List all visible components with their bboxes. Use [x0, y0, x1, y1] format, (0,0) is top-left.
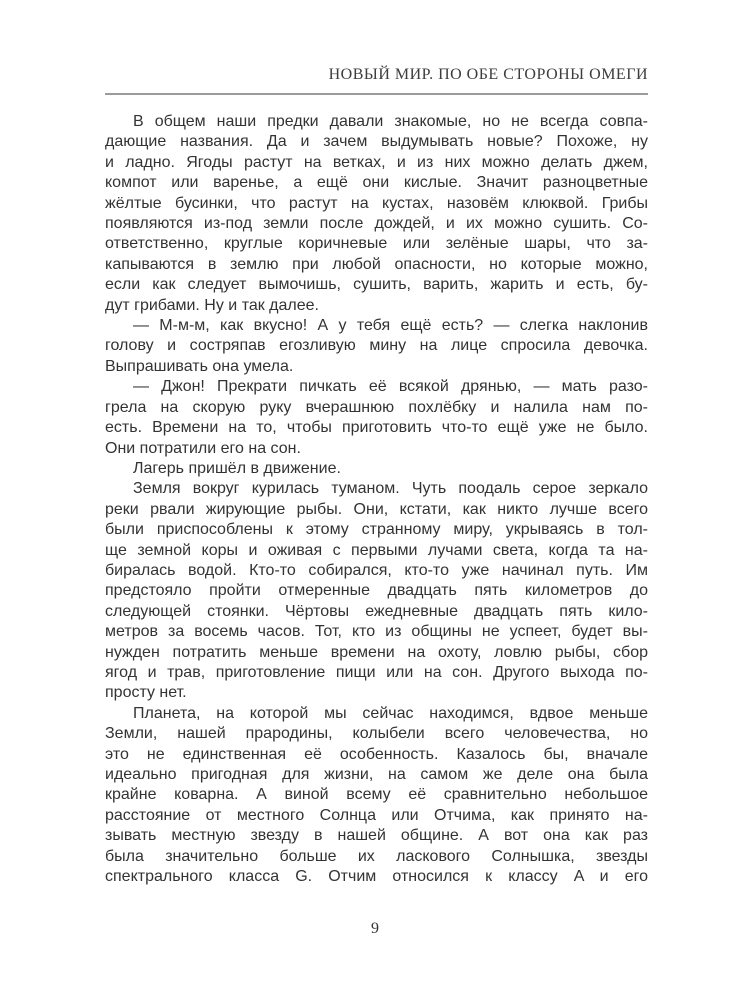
text-line: Земля вокруг курилась туманом. Чуть поодаль серое зеркало [133, 480, 648, 498]
text-line: дающие названия. Да и зачем выдумывать новые? Похоже, ну [105, 133, 648, 151]
text-line: были приспособлены к этому странному миру, укрываясь в тол- [105, 521, 648, 539]
page-body-text [105, 112, 648, 887]
text-line: грела на скорую руку вчерашнюю похлёбку и налила нам по- [105, 398, 648, 416]
header-rule [105, 93, 648, 95]
text-line: ягод и трав, приготовление пищи или на сон. Другого выхода по- [105, 663, 648, 681]
text-line: Они потратили его на сон. [105, 439, 301, 457]
text-line: Планета, на которой мы сейчас находимся, вдвое меньше [133, 704, 648, 722]
text-line: жёлтые бусинки, что растут на кустах, назовём клюквой. Грибы [105, 194, 648, 212]
text-line: это не единственная её особенность. Казалось бы, вначале [105, 745, 648, 763]
text-line: есть. Времени на то, чтобы приготовить что-то ещё уже не было. [105, 419, 648, 437]
text-line: предстояло пройти отмеренные двадцать пять километров до [105, 582, 648, 600]
text-line: — М-м-м, как вкусно! А у тебя ещё есть? — слегка наклонив [133, 317, 648, 335]
text-line: метров за восемь часов. Тот, кто из общины не успеет, будет вы- [105, 623, 648, 641]
text-line: ответственно, круглые коричневые или зелёные шары, что за- [105, 235, 648, 253]
text-line: биралась водой. Кто-то собирался, кто-то уже начинал путь. Им [105, 561, 648, 579]
text-line: зывать местную звезду в нашей общине. А вот она как раз [105, 827, 648, 845]
text-line: ще земной коры и оживая с первыми лучами света, когда та на- [105, 541, 648, 559]
text-line: появляются из-под земли после дождей, и их можно сушить. Со- [105, 215, 648, 233]
text-line: просту нет. [105, 684, 187, 702]
text-line: если как следует вымочишь, сушить, варить, жарить и есть, бу- [105, 276, 648, 294]
text-line: — Джон! Прекрати пичкать её всякой дрянью, — мать разо- [133, 378, 648, 396]
text-line: капываются в землю при любой опасности, но которые можно, [105, 255, 648, 273]
text-line: идеально пригодная для жизни, на самом же деле она была [105, 766, 648, 783]
text-line: нужден потратить меньше времени на охоту, ловлю рыбы, сбор [105, 643, 648, 661]
text-line: Лагерь пришёл в движение. [133, 459, 341, 477]
text-line: следующей стоянки. Чёртовы ежедневные двадцать пять кило- [105, 602, 648, 620]
text-line: Земли, нашей прародины, колыбели всего человечества, но [105, 725, 648, 743]
text-line: расстояние от местного Солнца или Отчима, как принято на- [105, 806, 648, 824]
text-line: спектрального класса G. Отчим относился к классу A и его [105, 868, 648, 886]
text-line: В общем наши предки давали знакомые, но не всегда совпа- [133, 113, 648, 130]
text-line: компот или варенье, а ещё они кислые. Значит разноцветные [105, 174, 648, 192]
text-line: Выпрашивать она умела. [105, 357, 294, 375]
text-line: была значительно больше их ласкового Солнышка, звезды [105, 847, 648, 865]
text-line: реки рвали жирующие рыбы. Они, кстати, как никто лучше всего [105, 500, 648, 518]
text-line: и ладно. Ягоды растут на ветках, и из них можно делать джем, [105, 153, 648, 171]
text-line: крайне коварна. А виной всему её сравнительно небольшое [105, 786, 648, 804]
page-number: 9 [371, 920, 379, 937]
running-header-title: НОВЫЙ МИР. ПО ОБЕ СТОРОНЫ ОМЕГИ [328, 66, 648, 83]
text-line: дут грибами. Ну и так далее. [105, 296, 319, 314]
text-line: голову и состряпав егозливую мину на лице спросила девочка. [105, 337, 648, 355]
